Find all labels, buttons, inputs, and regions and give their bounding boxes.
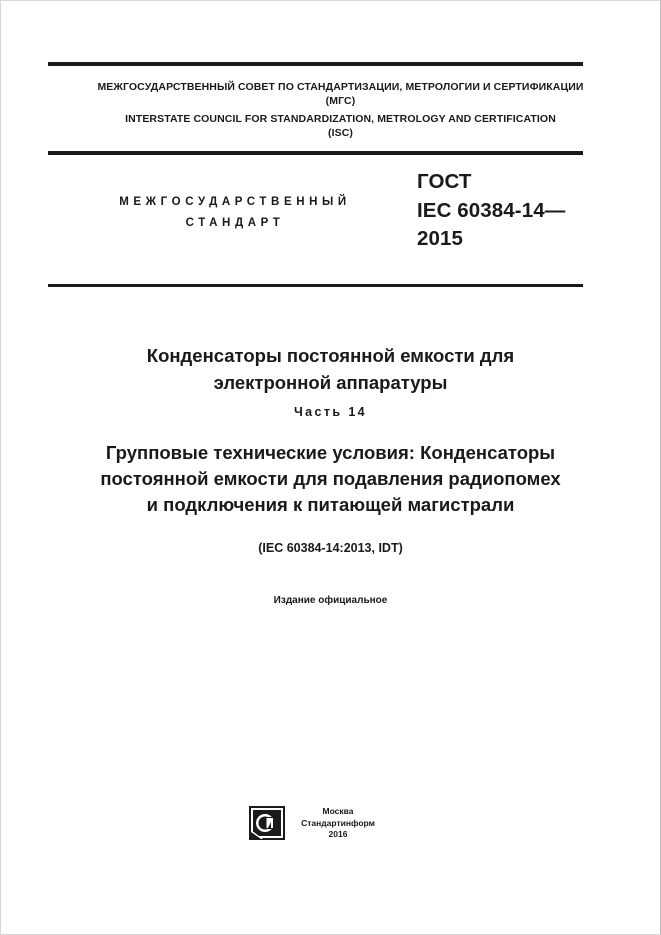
document-title	[0, 343, 661, 396]
lower-rule	[48, 284, 583, 287]
standartinform-logo-icon	[249, 806, 285, 840]
standard-type-line2: СТАНДАРТ	[185, 217, 285, 229]
subtitle-line2: постоянной емкости для подавления радиопомех	[100, 468, 561, 489]
part-number: Часть 14	[293, 405, 368, 419]
council-name-russian	[48, 80, 633, 108]
publisher-info	[296, 806, 380, 841]
council-ru-line2: (МГС)	[325, 95, 356, 107]
title-line2: электронной аппаратуры	[213, 371, 448, 393]
iec-reference: (IEC 60384-14:2013, IDT)	[258, 541, 403, 555]
publisher-city: Москва	[322, 806, 354, 816]
subtitle-line3: и подключения к питающей магистрали	[146, 494, 515, 515]
council-ru-line1: МЕЖГОСУДАРСТВЕННЫЙ СОВЕТ ПО СТАНДАРТИЗАЦИИ, МЕТРОЛОГИИ И СЕРТИФИКАЦИИ	[97, 81, 584, 93]
council-en-line1: INTERSTATE COUNCIL FOR STANDARDIZATION, METROLOGY AND CERTIFICATION	[125, 113, 556, 125]
standard-code-line3: 2015	[417, 227, 464, 250]
edition-note: Издание официальное	[273, 595, 388, 606]
standard-code	[417, 168, 565, 254]
title-line1: Конденсаторы постоянной емкости для	[146, 345, 515, 366]
publisher-name: Стандартинформ	[301, 817, 375, 828]
subtitle-line1: Групповые технические условия: Конденсаторы	[105, 442, 556, 463]
publication-year: 2016	[328, 829, 348, 839]
standard-type-label	[100, 192, 370, 234]
middle-rule	[48, 151, 583, 155]
council-en-line2: (ISC)	[328, 127, 353, 139]
standard-type-line1: МЕЖГОСУДАРСТВЕННЫЙ	[119, 196, 351, 208]
standard-code-line2: IEC 60384-14—	[417, 198, 566, 222]
top-rule	[48, 62, 583, 66]
document-subtitle	[0, 440, 661, 518]
standard-code-line1: ГОСТ	[417, 170, 472, 193]
council-name-english	[48, 112, 633, 140]
